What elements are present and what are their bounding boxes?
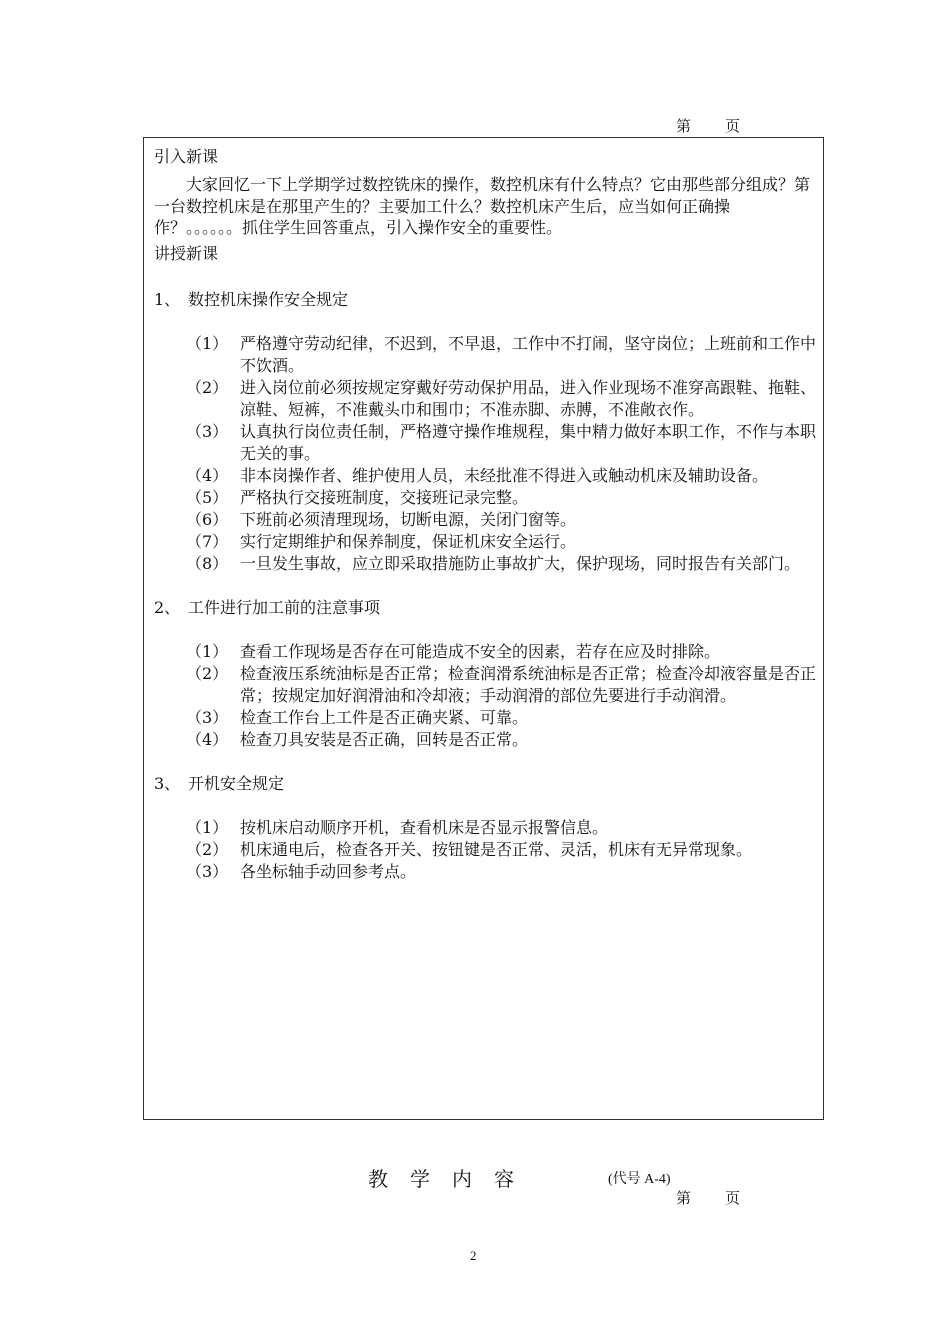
item-text: 一旦发生事故，应立即采取措施防止事故扩大，保护现场，同时报告有关部门。 [240, 553, 801, 573]
list-item [154, 487, 816, 509]
intro-paragraph: 大家回忆一下上学期学过数控铣床的操作，数控机床有什么特点？它由那些部分组成？第一台数控机床是在那里产生的？主要加工什么？数控机床产生后，应当如何正确操作？。。。。。。抓住学生回答重点，引入操作安全的重要性。 [154, 175, 811, 237]
list-item [154, 465, 816, 487]
item-text: 进入岗位前必须按规定穿戴好劳动保护用品，进入作业现场不准穿高跟鞋、拖鞋、凉鞋、短裤，不准戴头巾和围巾；不准赤脚、赤膊，不准敞衣作。 [240, 377, 817, 419]
lecture-heading: 讲授新课 [154, 243, 219, 263]
list-item [154, 663, 816, 707]
top-page-label [676, 115, 740, 136]
page-label-right: 页 [725, 1189, 741, 1207]
list-item [154, 377, 816, 421]
section-list [154, 817, 816, 883]
section-list [154, 333, 816, 575]
section-title-text: 工件进行加工前的注意事项 [188, 597, 381, 617]
section-title [154, 289, 816, 311]
section-number: 1、 [154, 289, 181, 309]
item-text: 实行定期维护和保养制度，保证机床安全运行。 [240, 531, 577, 551]
item-index: （1） [186, 641, 229, 661]
item-index: （3） [186, 421, 229, 441]
list-item [154, 839, 816, 861]
item-index: （1） [186, 817, 229, 837]
section-title-text: 数控机床操作安全规定 [188, 289, 349, 309]
list-item [154, 531, 816, 553]
item-index: （6） [186, 509, 229, 529]
page-label-left: 第 [676, 117, 692, 135]
item-index: （4） [186, 729, 229, 749]
page-label-left: 第 [676, 1189, 692, 1207]
list-item [154, 421, 816, 465]
section-title-text: 开机安全规定 [188, 773, 285, 793]
item-text: 严格执行交接班制度，交接班记录完整。 [240, 487, 529, 507]
item-text: 检查液压系统油标是否正常；检查润滑系统油标是否正常；检查冷却液容量是否正常；按规定加好润滑油和冷却液；手动润滑的部位先要进行手动润滑。 [240, 663, 817, 705]
list-item [154, 641, 816, 663]
list-item [154, 333, 816, 377]
item-text: 机床通电后，检查各开关、按钮键是否正常、灵活，机床有无异常现象。 [240, 839, 753, 859]
item-text: 非本岗操作者、维护使用人员，未经批准不得进入或触动机床及辅助设备。 [240, 465, 769, 485]
code-label: (代号 A-4) [608, 1172, 671, 1187]
section-number: 3、 [154, 773, 181, 793]
item-index: （1） [186, 333, 229, 353]
item-index: （5） [186, 487, 229, 507]
footer-title-char: 教 [368, 1167, 388, 1191]
item-text: 查看工作现场是否存在可能造成不安全的因素，若存在应及时排除。 [240, 641, 721, 661]
page-label-right: 页 [725, 117, 741, 135]
intro-heading: 引入新课 [154, 147, 219, 166]
section-title [154, 773, 816, 795]
item-text: 检查刀具安装是否正确，回转是否正常。 [240, 729, 529, 749]
list-item [154, 509, 816, 531]
section-number: 2、 [154, 597, 181, 617]
footer-title-char: 容 [494, 1167, 514, 1191]
item-text: 按机床启动顺序开机，查看机床是否显示报警信息。 [240, 817, 609, 837]
page-number: 2 [470, 1248, 477, 1263]
section-title [154, 597, 816, 619]
section-list [154, 641, 816, 751]
item-index: （2） [186, 377, 229, 397]
list-item [154, 707, 816, 729]
item-index: （2） [186, 663, 229, 683]
item-text: 下班前必须清理现场，切断电源，关闭门窗等。 [240, 509, 577, 529]
item-index: （7） [186, 531, 229, 551]
list-item [154, 861, 816, 883]
item-text: 认真执行岗位责任制，严格遵守操作堆规程，集中精力做好本职工作，不作与本职无关的事。 [240, 421, 817, 463]
footer-title [368, 1163, 536, 1192]
item-index: （3） [186, 707, 229, 727]
content-frame [143, 137, 824, 1120]
item-index: （4） [186, 465, 229, 485]
list-item [154, 553, 816, 575]
list-item [154, 729, 816, 751]
item-index: （2） [186, 839, 229, 859]
footer-title-char: 学 [410, 1167, 430, 1191]
lesson-content [154, 146, 816, 883]
bottom-page-label [676, 1187, 740, 1208]
footer-title-char: 内 [452, 1167, 472, 1191]
item-index: （3） [186, 861, 229, 881]
item-text: 严格遵守劳动纪律，不迟到，不早退，工作中不打闹，坚守岗位；上班前和工作中不饮酒。 [240, 333, 817, 375]
item-text: 各坐标轴手动回参考点。 [240, 861, 417, 881]
item-index: （8） [186, 553, 229, 573]
item-text: 检查工作台上工件是否正确夹紧、可靠。 [240, 707, 529, 727]
list-item [154, 817, 816, 839]
